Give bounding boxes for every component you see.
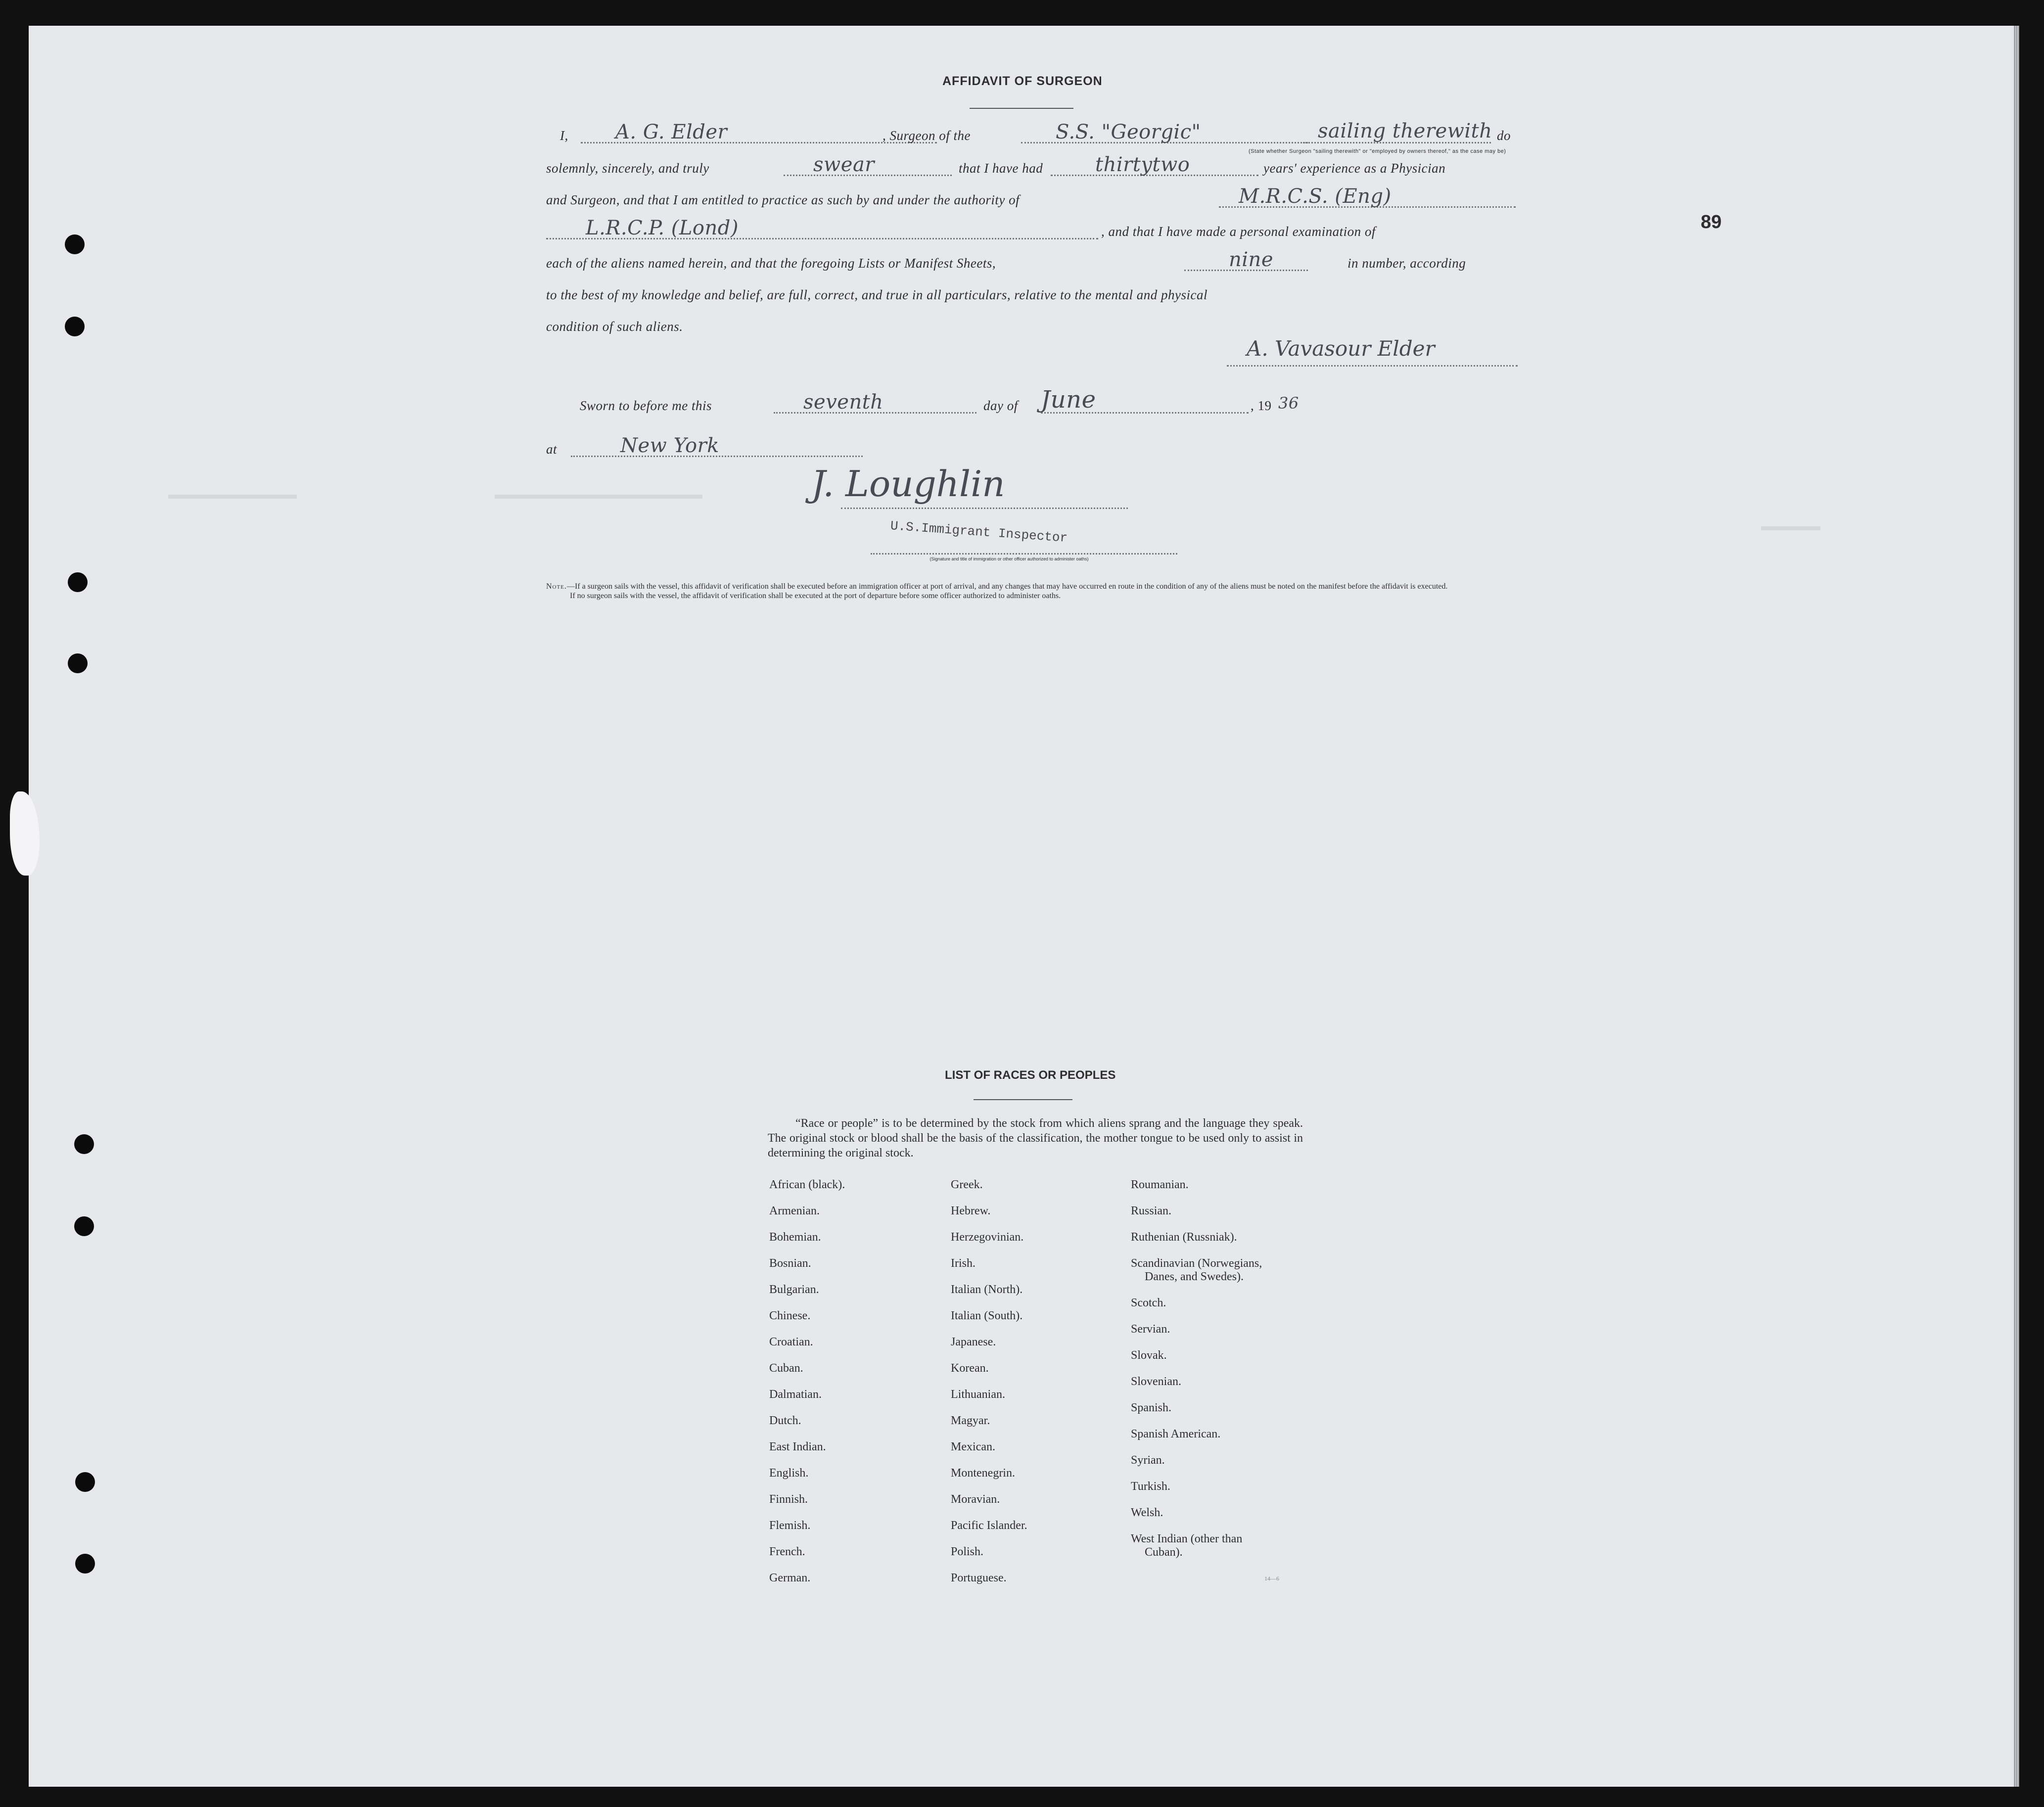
label: and Surgeon, and that I am entitled to practice as such by and under the authority of <box>546 192 1020 207</box>
race-item: Pacific Islander. <box>951 1519 1027 1532</box>
race-item: Irish. <box>951 1257 976 1270</box>
bleed-through <box>495 495 702 499</box>
races-column-3 <box>1131 1178 1319 1572</box>
race-item: Syrian. <box>1131 1454 1165 1467</box>
binder-hole <box>68 653 88 673</box>
label: , 19 <box>1251 398 1272 413</box>
race-item: Turkish. <box>1131 1480 1170 1493</box>
race-item: Italian (South). <box>951 1309 1023 1322</box>
sworn-year: 36 <box>1278 394 1299 413</box>
races-heading: LIST OF RACES OR PEOPLES <box>945 1068 1116 1082</box>
race-item: Bohemian. <box>769 1231 821 1244</box>
authority-1: M.R.C.S. (Eng) <box>1239 185 1392 208</box>
label: I, <box>560 128 568 143</box>
surgeon-capacity: sailing therewith <box>1318 120 1492 142</box>
binder-hole <box>65 234 85 254</box>
race-item: Italian (North). <box>951 1283 1023 1296</box>
race-item: Korean. <box>951 1362 989 1375</box>
race-item: Servian. <box>1131 1323 1170 1336</box>
heading-rule <box>970 108 1073 109</box>
page-number: 89 <box>1701 212 1722 232</box>
race-item: East Indian. <box>769 1440 826 1453</box>
race-item-continuation: Danes, and Swedes). <box>1145 1270 1244 1283</box>
race-item: Spanish American. <box>1131 1428 1221 1440</box>
affidavit-line-2 <box>546 153 1517 179</box>
surgeon-signature: A. Vavasour Elder <box>1247 336 1435 361</box>
label: do <box>1497 128 1511 143</box>
race-item: Montenegrin. <box>951 1467 1015 1480</box>
race-item-line: West Indian (other than <box>1131 1532 1243 1545</box>
label: Sworn to before me this <box>580 398 712 413</box>
sworn-day: seventh <box>803 391 883 414</box>
race-item-line: Scandinavian (Norwegians, <box>1131 1257 1262 1270</box>
binder-hole <box>75 1554 95 1574</box>
sworn-line <box>546 386 1517 417</box>
race-item: Dutch. <box>769 1414 801 1427</box>
affidavit-line-4 <box>546 217 1517 242</box>
race-item: Croatian. <box>769 1336 813 1348</box>
inspector-title: U.S.Immigrant Inspector <box>889 518 1068 546</box>
race-item <box>1131 1257 1319 1284</box>
label: that I have had <box>959 161 1043 176</box>
race-item: Armenian. <box>769 1205 820 1217</box>
label: day of <box>983 398 1018 413</box>
note-label: Note. <box>546 582 567 591</box>
sworn-place: New York <box>620 434 719 457</box>
race-item: Polish. <box>951 1545 984 1558</box>
sworn-month: June <box>1041 386 1096 414</box>
capacity-note: (State whether Surgeon "sailing therewith" or "employed by owners thereof," as the case may be) <box>1249 148 1506 154</box>
race-item: Dalmatian. <box>769 1388 822 1401</box>
binder-hole <box>68 572 88 592</box>
race-item: Greek. <box>951 1178 983 1191</box>
heading-rule <box>974 1099 1072 1100</box>
affidavit-line-5 <box>546 248 1517 274</box>
affidavit-note <box>546 582 1519 601</box>
race-item: Lithuanian. <box>951 1388 1005 1401</box>
binder-hole <box>74 1134 94 1154</box>
affidavit-line-1 <box>546 120 1517 154</box>
affidavit-line-3 <box>546 185 1517 211</box>
race-item <box>1131 1532 1319 1559</box>
race-item: African (black). <box>769 1178 845 1191</box>
races-column-2 <box>951 1178 1139 1598</box>
affidavit-heading: AFFIDAVIT OF SURGEON <box>942 74 1103 88</box>
race-item: Finnish. <box>769 1493 808 1506</box>
surgeon-name: A. G. Elder <box>615 121 728 143</box>
vessel-name: S.S. "Georgic" <box>1056 121 1201 143</box>
race-item: Hebrew. <box>951 1205 991 1217</box>
race-item: Scotch. <box>1131 1297 1166 1309</box>
binder-hole <box>75 1472 95 1492</box>
race-item: German. <box>769 1572 811 1584</box>
race-item: Bosnian. <box>769 1257 811 1270</box>
label: , Surgeon of the <box>883 128 971 143</box>
race-item: Mexican. <box>951 1440 995 1453</box>
note-text-1: —If a surgeon sails with the vessel, this affidavit of verification shall be executed before an immigration officer at port of arrival, and any changes that may have occurred en route in the condition of any of the aliens must be noted on the manifest before the affidavit is executed. <box>566 582 1448 591</box>
race-item: Ruthenian (Russniak). <box>1131 1231 1237 1244</box>
inspector-signature: J. Loughlin <box>811 463 1005 505</box>
race-item: Welsh. <box>1131 1506 1163 1519</box>
bleed-through <box>168 495 297 499</box>
label: , and that I have made a personal examination of <box>1101 224 1376 239</box>
race-item: Cuban. <box>769 1362 803 1375</box>
race-item: Spanish. <box>1131 1401 1172 1414</box>
label: condition of such aliens. <box>546 319 683 334</box>
race-item: Herzegovinian. <box>951 1231 1024 1244</box>
inspector-caption: (Signature and title of immigration or other officer authorized to administer oaths) <box>929 556 1089 561</box>
oath-type: swear <box>813 153 875 176</box>
races-intro: “Race or people” is to be determined by the stock from which aliens sprang and the language they speak. The original stock or blood shall be the basis of the classification, the mother tongue to be used only to assist in determining the original stock. <box>768 1117 1303 1159</box>
race-item: Slovenian. <box>1131 1375 1181 1388</box>
race-item: Japanese. <box>951 1336 996 1348</box>
note-text-2: If no surgeon sails with the vessel, the affidavit of verification shall be executed at the port of departure before some officer authorized to administer oaths. <box>570 592 1061 600</box>
race-item: Roumanian. <box>1131 1178 1189 1191</box>
race-item: English. <box>769 1467 809 1480</box>
label: each of the aliens named herein, and that the foregoing Lists or Manifest Sheets, <box>546 256 996 271</box>
affidavit-line-7 <box>546 316 1517 337</box>
signature-line <box>841 508 1128 509</box>
bleed-through <box>1761 526 1820 530</box>
place-line <box>546 434 1517 460</box>
page-stack-edge <box>2013 26 2019 1787</box>
affidavit-line-6 <box>546 284 1517 306</box>
race-item: Magyar. <box>951 1414 990 1427</box>
race-item: Flemish. <box>769 1519 811 1532</box>
race-item: Chinese. <box>769 1309 811 1322</box>
race-item-continuation: Cuban). <box>1145 1546 1183 1559</box>
binder-hole <box>65 317 85 336</box>
race-item: French. <box>769 1545 805 1558</box>
signature-line <box>1227 365 1518 367</box>
race-item: Portuguese. <box>951 1572 1007 1584</box>
form-code: 14—6 <box>1264 1575 1279 1582</box>
sheet-count: nine <box>1229 248 1273 271</box>
authority-2: L.R.C.P. (Lond) <box>586 217 739 239</box>
race-item: Slovak. <box>1131 1349 1167 1362</box>
label: in number, according <box>1347 256 1466 271</box>
race-item: Moravian. <box>951 1493 1000 1506</box>
race-item: Bulgarian. <box>769 1283 819 1296</box>
label: at <box>546 442 557 457</box>
years-experience: thirtytwo <box>1095 153 1190 176</box>
races-column-1 <box>769 1178 957 1598</box>
binder-hole <box>74 1216 94 1236</box>
label: to the best of my knowledge and belief, are full, correct, and true in all particulars, relative to the mental and physical <box>546 287 1208 302</box>
label: solemnly, sincerely, and truly <box>546 161 709 176</box>
signature-line <box>871 553 1177 555</box>
label: years' experience as a Physician <box>1263 161 1446 176</box>
race-item: Russian. <box>1131 1205 1172 1217</box>
